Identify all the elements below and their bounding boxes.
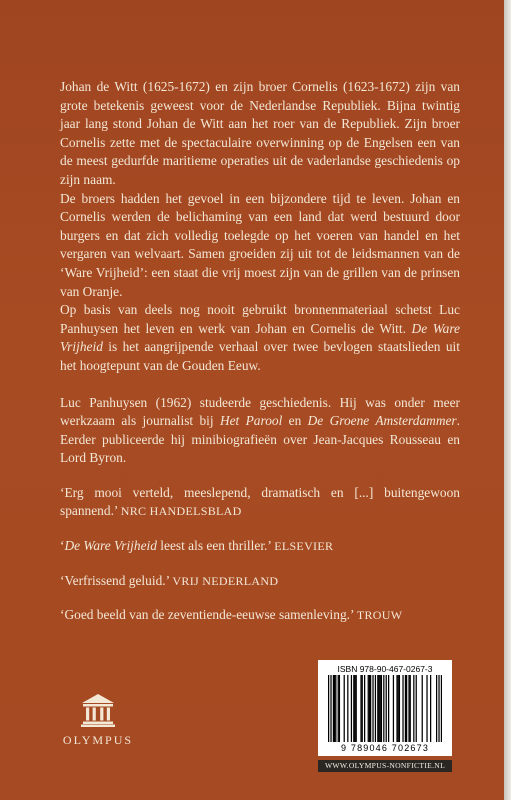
barcode-bar — [426, 675, 427, 742]
barcode-bar — [410, 675, 411, 742]
barcode-bar — [438, 675, 439, 742]
barcode-bar — [436, 675, 437, 742]
blurb-paragraph-3: Op basis van deels nog nooit gebruikt bronnenmateriaal schetst Luc Panhuysen het leven en werk van Johan en Cornelis de Witt. De Ware Vrijheid is het aangrijpende verhaal over twee bevlogen staatslieden uit het hoogtepunt van de Gouden Eeuw. — [60, 302, 460, 373]
book-title: De Ware Vrijheid — [60, 320, 460, 355]
review-quote-4: ‘Goed beeld van de zeventiende-eeuwse samenleving.’ TROUW — [60, 607, 403, 623]
barcode-bar — [399, 675, 400, 742]
book-title: De Ware Vrijheid — [64, 538, 157, 554]
barcode-bar — [441, 675, 442, 742]
barcode-bar — [422, 675, 423, 742]
barcode-bar — [330, 675, 331, 742]
barcode-bar — [396, 675, 397, 742]
publisher-logo — [48, 693, 148, 748]
barcode-bar — [328, 675, 329, 742]
barcode-icon — [328, 675, 442, 742]
barcode-bar — [380, 675, 381, 742]
blurb-paragraph-2: De broers hadden het gevoel in een bijzondere tijd te leven. Johan en Cornelis werden de belichaming van een land dat werd bestuurd door burgers en dat zich volledig toelegde op het voeren van handel en het vergaren van welvaart. Samen groeiden zij uit tot de leidsmannen van de ‘Ware Vrijheid’: een staat die vrij moest zijn van de grillen van de prinsen van Oranje. — [60, 190, 460, 299]
barcode-bar — [372, 675, 373, 742]
author-bio: Luc Panhuysen (1962) studeerde geschiedenis. Hij was onder meer werkzaam als journalist bij Het Parool en De Groene Amsterdammer. Eerder publiceerde hij minibiografieën over Jean-Jacques Rousseau en Lord Byron. — [60, 394, 461, 466]
barcode-bar — [353, 675, 354, 742]
barcode-bar — [362, 675, 363, 742]
barcode-bar — [335, 675, 336, 742]
barcode-bar — [370, 675, 371, 742]
barcode-bar — [369, 675, 370, 742]
barcode-bar — [402, 675, 403, 742]
barcode-bar — [416, 675, 417, 742]
barcode-bar — [381, 675, 382, 742]
isbn-barcode — [318, 660, 452, 756]
barcode-bar — [388, 675, 389, 742]
publication-groene: De Groene Amsterdammer — [307, 413, 457, 429]
review-quote-2: ‘De Ware Vrijheid leest als een thriller.’ ELSEVIER — [60, 538, 334, 554]
barcode-bar — [398, 675, 399, 742]
barcode-bar — [430, 675, 431, 742]
review-quote-3: ‘Verfrissend geluid.’ VRIJ NEDERLAND — [60, 572, 279, 588]
barcode-bar — [383, 675, 384, 742]
barcode-bar — [406, 675, 407, 742]
isbn-label: ISBN 978-90-467-0267-3 — [337, 664, 433, 674]
review-quote-1: ‘Erg mooi verteld, meeslepend, dramatisch en [...] buitengewoon spannend.’ NRC HANDELSBLAD — [60, 484, 460, 519]
publisher-url: WWW.OLYMPUS-NONFICTIE.NL — [318, 760, 452, 772]
barcode-bar — [334, 675, 335, 742]
ean-number: 9 789046 702673 — [340, 743, 430, 753]
barcode-bar — [375, 675, 376, 742]
barcode-bar — [378, 675, 379, 742]
review-source: VRIJ NEDERLAND — [172, 573, 279, 588]
back-cover-text — [60, 78, 460, 625]
barcode-bar — [356, 675, 357, 742]
barcode-bar — [386, 675, 387, 742]
barcode-bar — [339, 675, 340, 742]
barcode-bar — [354, 675, 355, 742]
barcode-bar — [360, 675, 361, 742]
barcode-bar — [338, 675, 339, 742]
barcode-bar — [333, 675, 334, 742]
page-edge — [504, 0, 511, 800]
barcode-bar — [364, 675, 365, 742]
barcode-bar — [408, 675, 409, 742]
barcode-bar — [347, 675, 348, 742]
barcode-bar — [344, 675, 345, 742]
barcode-bar — [405, 675, 406, 742]
review-source: TROUW — [356, 608, 403, 623]
review-source: NRC HANDELSBLAD — [120, 504, 242, 519]
barcode-bar — [413, 675, 414, 742]
blurb-paragraph-1: Johan de Witt (1625-1672) en zijn broer Cornelis (1623-1672) zijn van grote betekenis geweest voor de Nederlandse Republiek. Bijna twintig jaar lang stond Johan de Witt aan het roer van de Republiek. Zijn broer Cornelis zette met de spectaculaire overwinning op de Engelsen een van de meest gedurfde maritieme operaties uit de vaderlandse geschiedenis op zijn naam. — [60, 79, 460, 187]
publication-het-parool: Het Parool — [219, 413, 283, 429]
barcode-bar — [368, 675, 369, 742]
review-source: ELSEVIER — [274, 539, 334, 554]
barcode-bar — [393, 675, 394, 742]
barcode-bar — [351, 675, 352, 742]
temple-icon — [80, 693, 116, 727]
barcode-bar — [377, 675, 378, 742]
publisher-name: OLYMPUS — [62, 733, 134, 747]
